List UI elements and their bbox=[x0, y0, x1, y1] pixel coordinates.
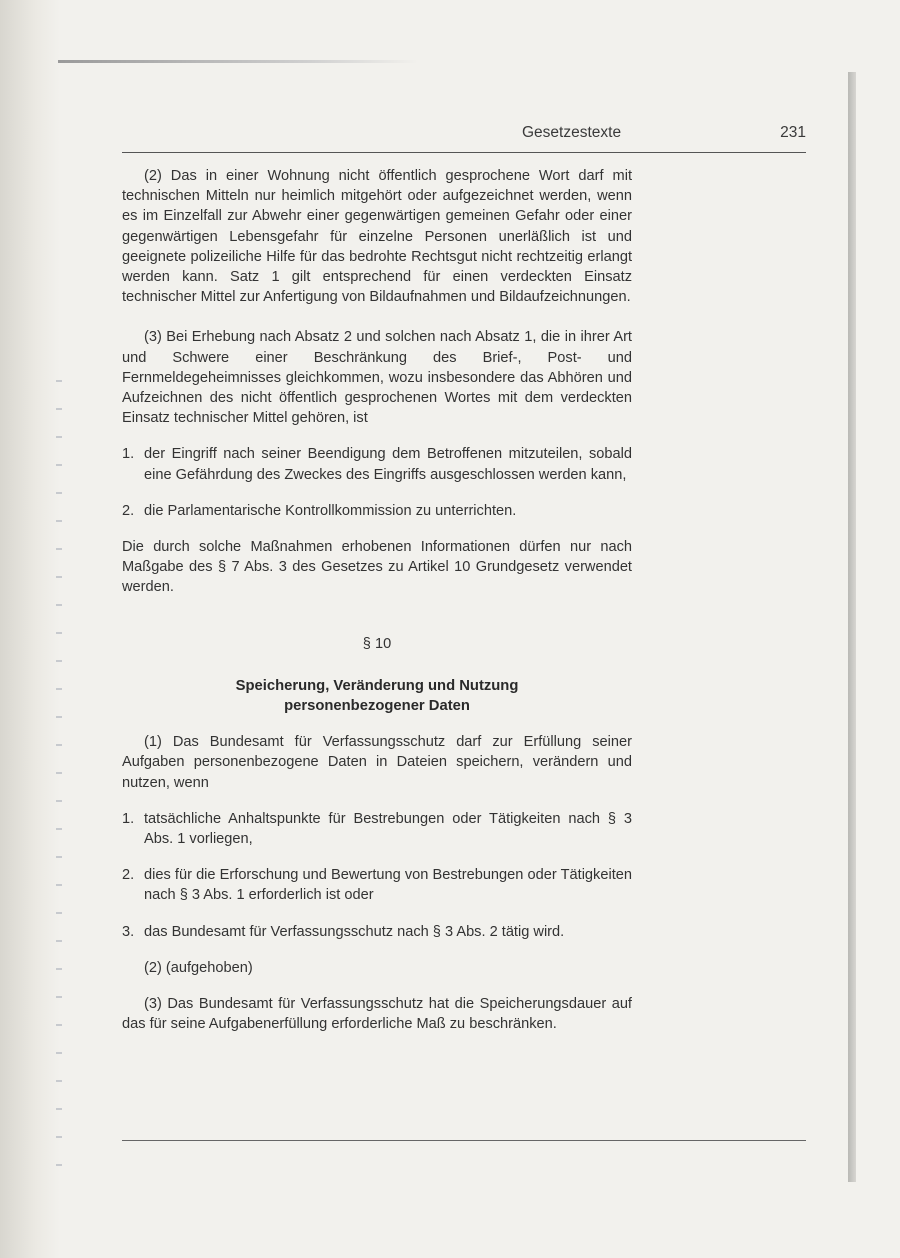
paragraph-10-2: (2) (aufgehoben) bbox=[144, 959, 253, 976]
page-number: 231 bbox=[780, 124, 806, 141]
paragraph-9-3: (3) Bei Erhebung nach Absatz 2 und solchen nach Absatz 1, die in ihrer Art und Schwere einer Beschränkung des Brief-, Post- und Fernmeldegeheimnisses gleichkommen, wozu insbesondere das Abhören und Aufzeichnen des nicht öffentlich gesprochenen Wortes mit dem verdeckten Einsatz technischer Mittel gehören, ist bbox=[122, 329, 632, 427]
list-number: 2. bbox=[122, 502, 135, 519]
header-title: Gesetzestexte bbox=[522, 124, 622, 141]
footer-rule bbox=[122, 1140, 806, 1141]
paragraph-9-3-closing: Die durch solche Maßnahmen erhobenen Informationen dürfen nur nach Maßgabe des § 7 Abs. 3 des Gesetzes zu Artikel 10 Grundgesetz verwendet werden. bbox=[122, 539, 632, 596]
page-body bbox=[122, 166, 632, 1035]
list-item bbox=[122, 922, 632, 942]
section-title-line-2: personenbezogener Daten bbox=[284, 698, 470, 715]
list-item bbox=[122, 809, 632, 849]
section-title-line-1: Speicherung, Veränderung und Nutzung bbox=[235, 677, 519, 694]
paragraph-10-3: (3) Das Bundesamt für Verfassungsschutz hat die Speicherungsdauer auf das für seine Aufgabenerfüllung erforderliche Maß zu beschränken. bbox=[122, 996, 632, 1033]
scan-edge-right bbox=[848, 72, 856, 1182]
list-text: dies für die Erforschung und Bewertung von Bestrebungen oder Tätigkeiten nach § 3 Abs. 1 erforderlich ist oder bbox=[144, 867, 632, 904]
paragraph-9-2: (2) Das in einer Wohnung nicht öffentlich gesprochene Wort darf mit technischen Mitteln nur heimlich mitgehört oder aufgezeichnet werden, wenn es im Einzelfall zur Abwehr einer gegenwärtigen gemeinen Gefahr oder einer gegenwärtigen Lebensgefahr für einzelne Personen unerläßlich ist und geeignete polizeiliche Hilfe für das bedrohte Rechtsgut nicht rechtzeitig erlangt werden kann. Satz 1 gilt entsprechend für einen verdeckten Einsatz technischer Mittel zur Anfertigung von Bildaufnahmen und Bildaufzeichnungen. bbox=[122, 168, 632, 306]
list-text: das Bundesamt für Verfassungsschutz nach § 3 Abs. 2 tätig wird. bbox=[144, 923, 565, 940]
list-number: 3. bbox=[122, 923, 135, 940]
binding-marks bbox=[56, 380, 62, 1180]
paragraph-10-1: (1) Das Bundesamt für Verfassungsschutz darf zur Erfüllung seiner Aufgaben personenbezogene Daten in Dateien speichern, verändern und nutzen, wenn bbox=[122, 734, 632, 791]
running-header bbox=[122, 118, 806, 153]
list-item bbox=[122, 444, 632, 484]
list-text: die Parlamentarische Kontrollkommission zu unterrichten. bbox=[144, 502, 517, 519]
list-number: 1. bbox=[122, 810, 135, 827]
section-title bbox=[122, 676, 632, 716]
scan-shadow-left bbox=[0, 0, 60, 1258]
list-text: der Eingriff nach seiner Beendigung dem Betroffenen mitzuteilen, sobald eine Gefährdung des Zweckes des Eingriffs ausgeschlossen werden kann, bbox=[144, 446, 632, 483]
list-item bbox=[122, 865, 632, 905]
list-item bbox=[122, 501, 632, 521]
list-number: 1. bbox=[122, 446, 135, 463]
list-text: tatsächliche Anhaltspunkte für Bestrebungen oder Tätigkeiten nach § 3 Abs. 1 vorliegen, bbox=[144, 810, 632, 848]
scan-edge-top bbox=[58, 60, 418, 63]
list-number: 2. bbox=[122, 867, 135, 884]
section-sign: § 10 bbox=[362, 635, 392, 652]
